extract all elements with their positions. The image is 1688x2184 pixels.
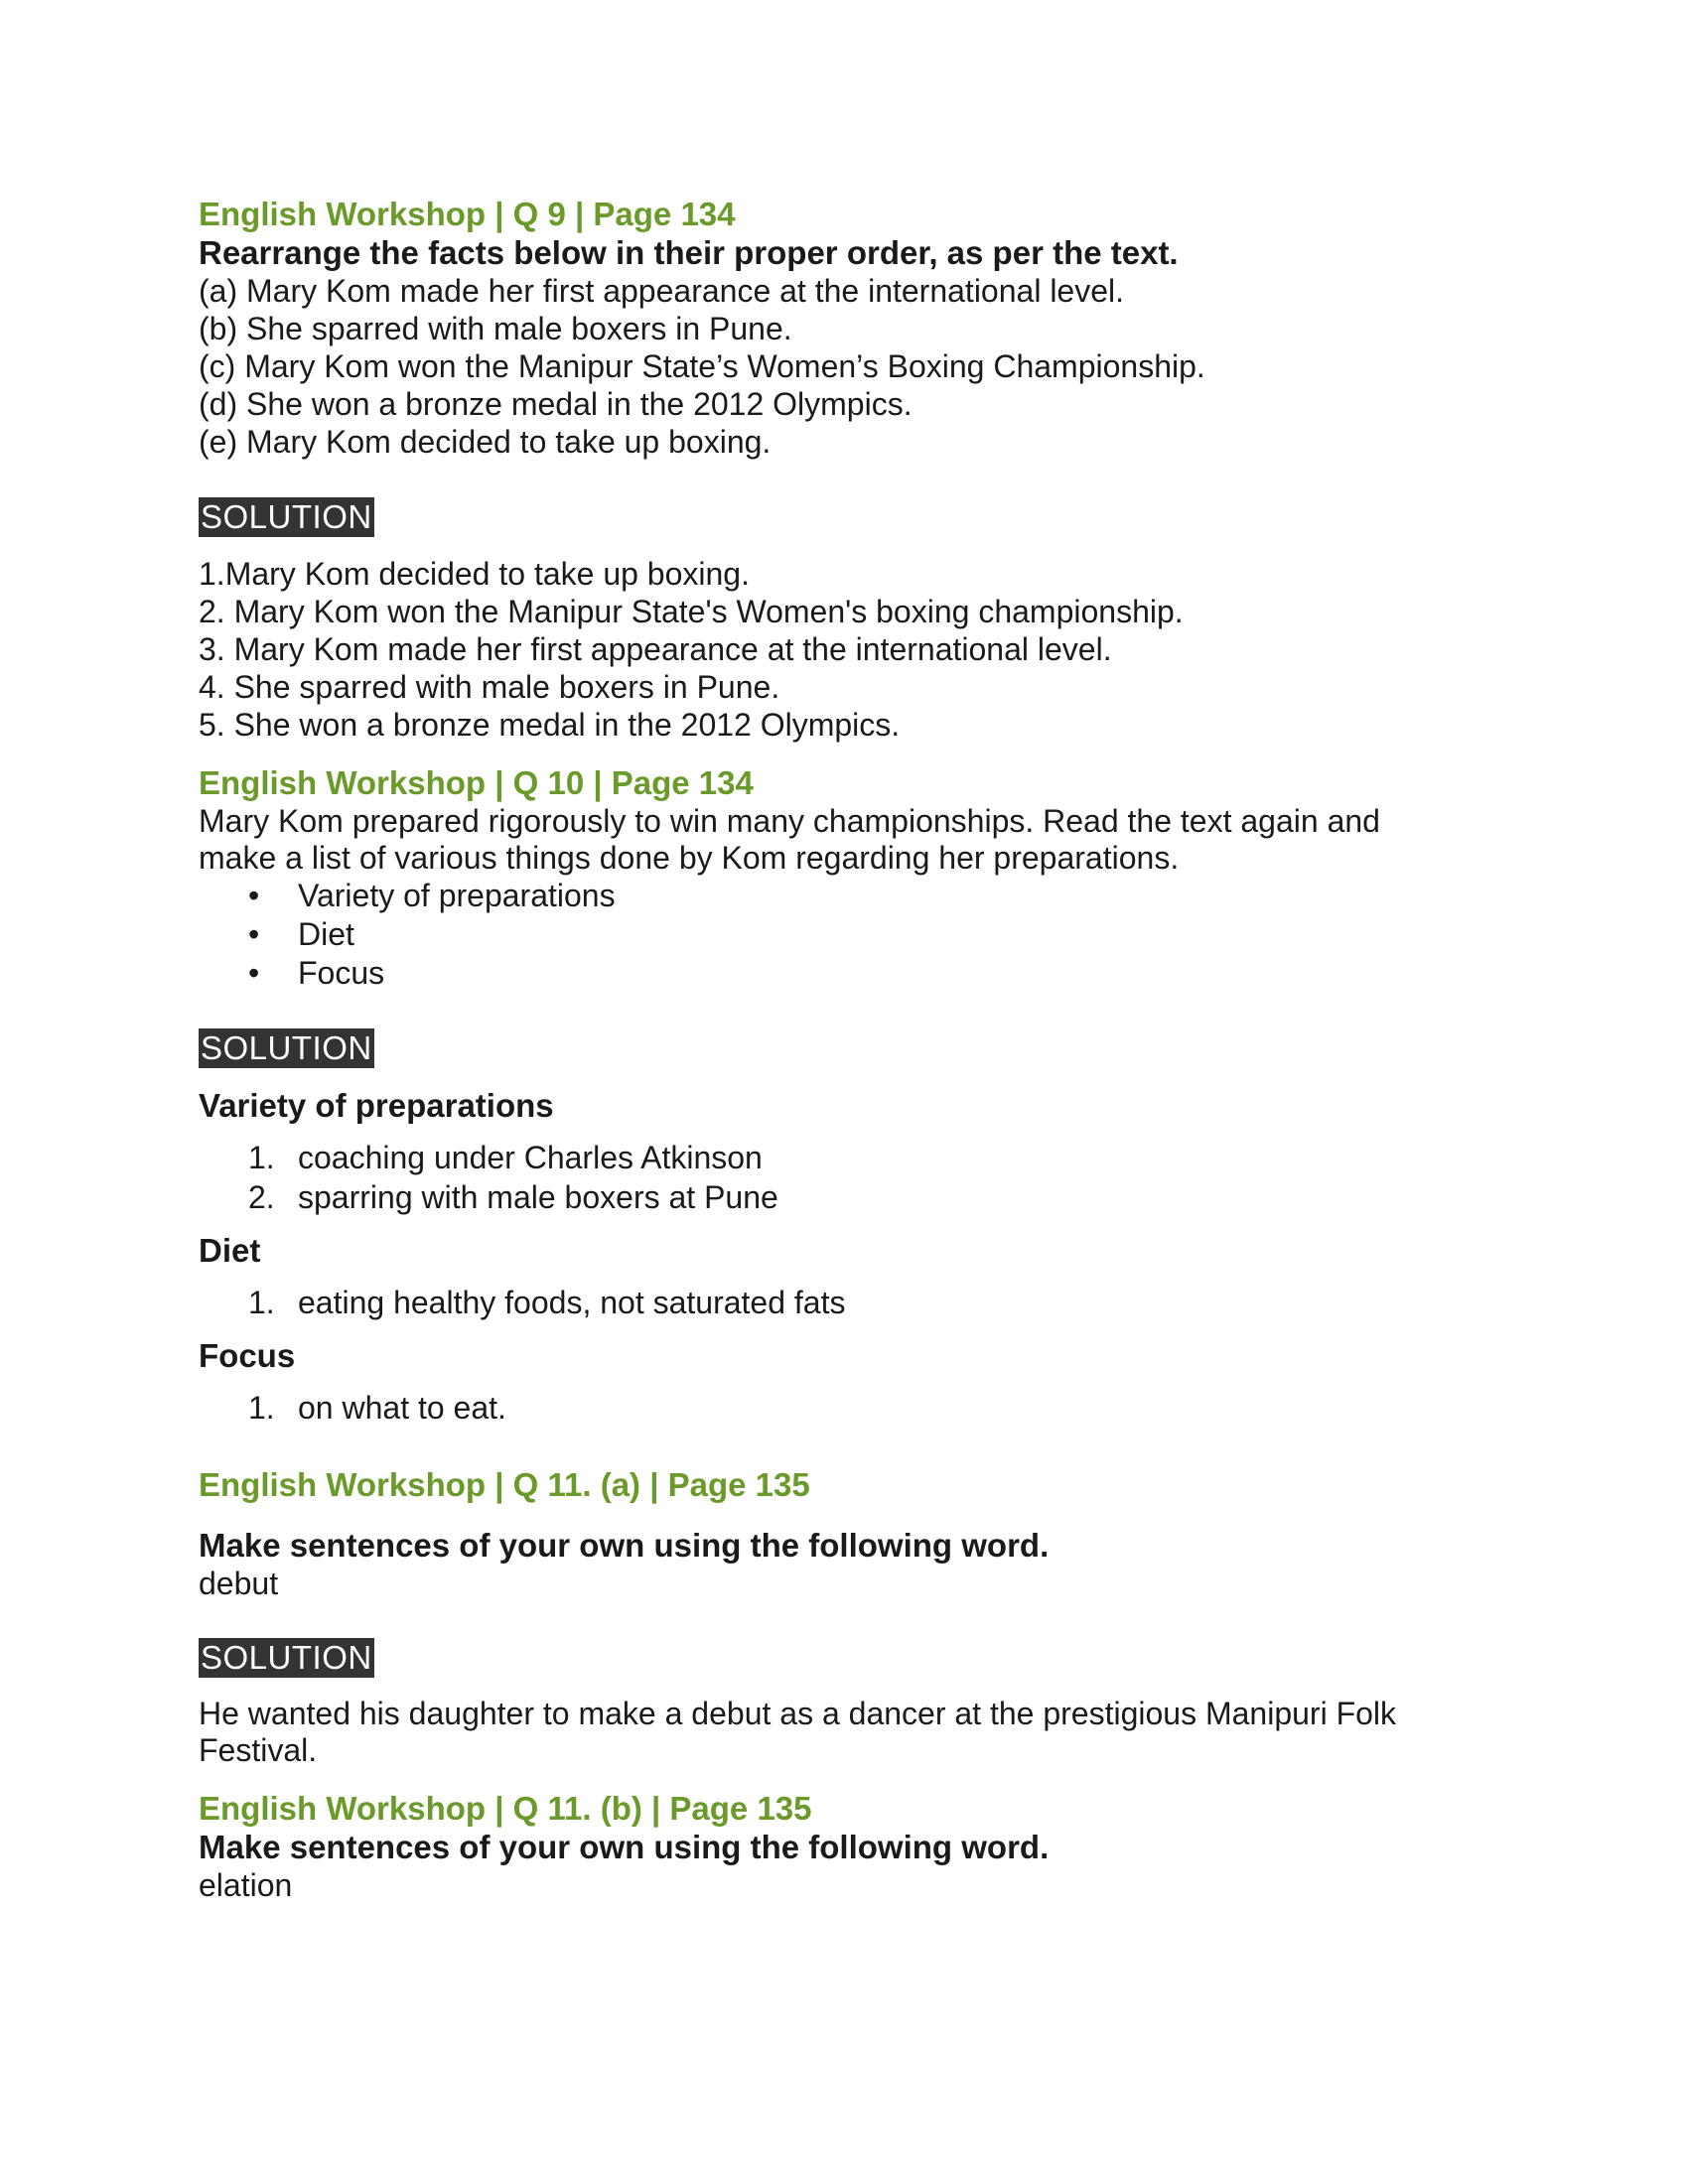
q10-bullet-focus: • Focus	[248, 954, 1509, 993]
q9-item-a: (a) Mary Kom made her first appearance at the international level.	[199, 273, 1125, 309]
q10-group-diet-list	[199, 1283, 1509, 1322]
document-content	[199, 195, 1509, 1904]
q10-bullet-list	[199, 877, 1509, 993]
q11b-word: elation	[199, 1867, 293, 1903]
q9-solution-line-3: 3. Mary Kom made her first appearance at the international level.	[199, 631, 1112, 667]
q10-bullet-variety: • Variety of preparations	[248, 877, 1509, 915]
q10-heading: English Workshop | Q 10 | Page 134	[199, 764, 754, 801]
q9-solution-line-2: 2. Mary Kom won the Manipur State's Women's boxing championship.	[199, 594, 1184, 629]
q10-group-variety-list	[199, 1138, 1509, 1217]
q11a-prompt: Make sentences of your own using the following word.	[199, 1527, 1050, 1564]
q11b-heading: English Workshop | Q 11. (b) | Page 135	[199, 1790, 812, 1827]
q9-item-c: (c) Mary Kom won the Manipur State’s Women’s Boxing Championship.	[199, 348, 1205, 384]
q9-solution-badge: SOLUTION	[201, 498, 372, 535]
q9-solution-line-4: 4. She sparred with male boxers in Pune.	[199, 669, 780, 705]
q10-prompt-line-1: Mary Kom prepared rigorously to win many championships. Read the text again and	[199, 803, 1380, 839]
q11b-prompt: Make sentences of your own using the following word.	[199, 1829, 1050, 1865]
q9-item-b: (b) She sparred with male boxers in Pune.	[199, 311, 792, 346]
q10-group-diet-title: Diet	[199, 1232, 261, 1269]
q11a-word: debut	[199, 1566, 279, 1601]
q11a-answer-line-2: Festival.	[199, 1732, 318, 1768]
list-item: 1. eating healthy foods, not saturated fats	[248, 1285, 846, 1320]
list-item: 1. coaching under Charles Atkinson	[248, 1140, 763, 1175]
q9-solution-line-5: 5. She won a bronze medal in the 2012 Olympics.	[199, 707, 901, 743]
q10-prompt-line-2: make a list of various things done by Kom regarding her preparations.	[199, 840, 1180, 876]
q10-group-focus-title: Focus	[199, 1337, 296, 1374]
q11a-solution-badge: SOLUTION	[201, 1639, 372, 1676]
q9-solution-line-1: 1.Mary Kom decided to take up boxing.	[199, 556, 750, 592]
q9-item-d: (d) She won a bronze medal in the 2012 Olympics.	[199, 386, 913, 422]
q10-solution-badge: SOLUTION	[201, 1029, 372, 1066]
q9-item-e: (e) Mary Kom decided to take up boxing.	[199, 424, 772, 460]
q11a-answer-line-1: He wanted his daughter to make a debut as a dancer at the prestigious Manipuri Folk	[199, 1696, 1397, 1731]
q11a-heading: English Workshop | Q 11. (a) | Page 135	[199, 1466, 810, 1503]
q10-group-variety-title: Variety of preparations	[199, 1087, 554, 1124]
list-item: 2. sparring with male boxers at Pune	[248, 1179, 778, 1215]
list-item: 1. on what to eat.	[248, 1390, 506, 1426]
q9-prompt: Rearrange the facts below in their proper order, as per the text.	[199, 234, 1179, 271]
q9-heading: English Workshop | Q 9 | Page 134	[199, 196, 736, 232]
q10-group-focus-list	[199, 1388, 1509, 1428]
q10-bullet-diet: • Diet	[248, 915, 1509, 954]
